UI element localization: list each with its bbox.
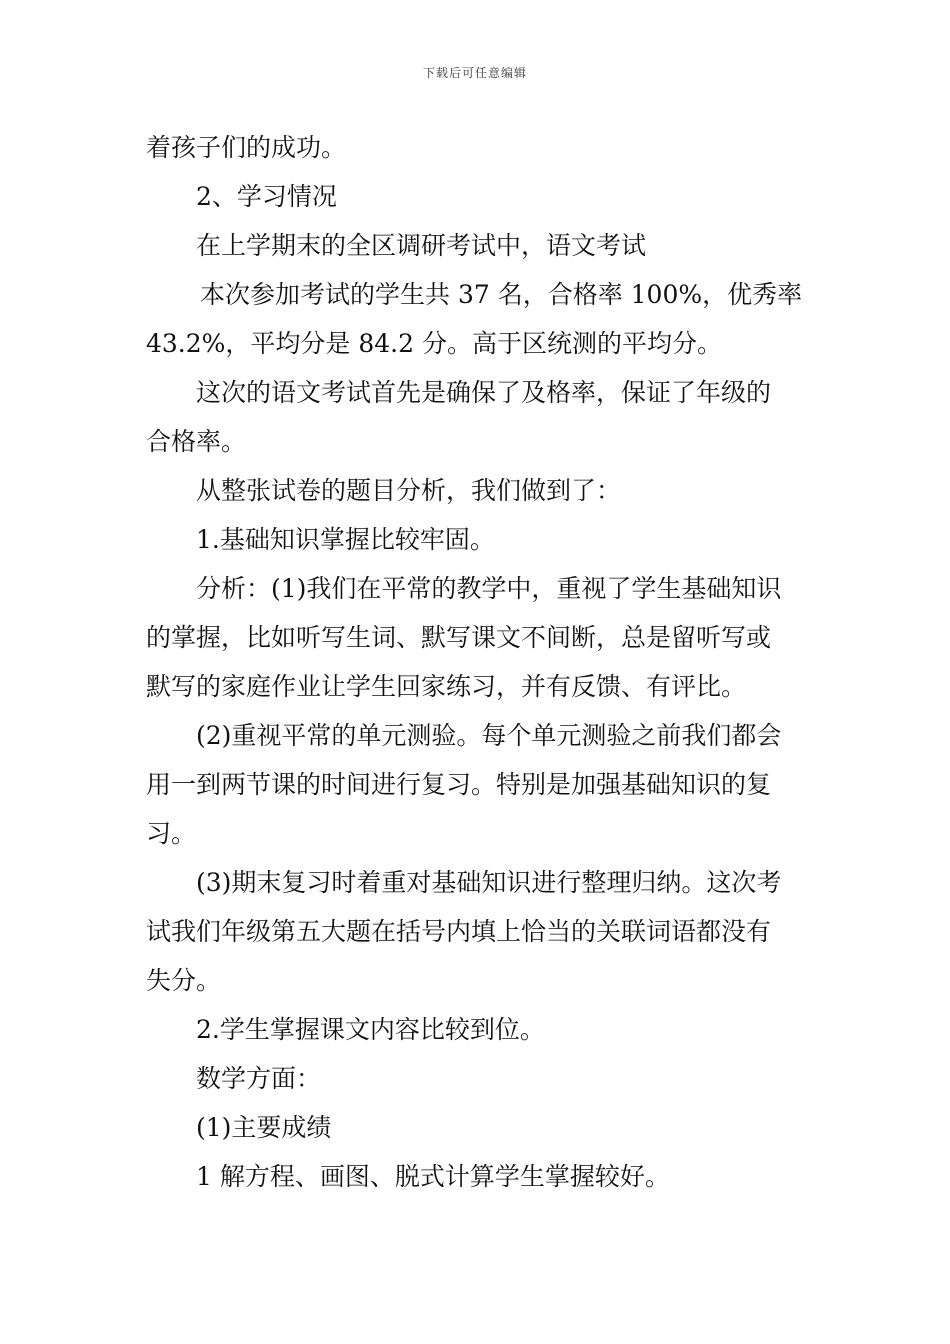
paragraph [146,368,810,466]
text-line: (3)期末复习时着重对基础知识进行整理归纳。这次考 [196,868,782,897]
section-heading [146,1103,810,1152]
document-body [146,123,810,1201]
text-line: 失分。 [146,966,222,995]
text-line: 试我们年级第五大题在括号内填上恰当的关联词语都没有 [146,917,772,946]
paragraph [146,564,810,711]
section-heading [146,1054,810,1103]
text-line: 分析：(1)我们在平常的教学中，重视了学生基础知识 [196,574,782,603]
text-line: 这次的语文考试首先是确保了及格率，保证了年级的 [196,378,772,407]
text-line: 合格率。 [146,427,247,456]
text-line: 2、学习情况 [196,182,337,211]
paragraph [146,466,810,515]
text-line: 习。 [146,819,197,848]
text-line: (2)重视平常的单元测验。每个单元测验之前我们都会 [196,721,782,750]
text-line: (1)主要成绩 [196,1113,332,1142]
section-heading [146,172,810,221]
text-line: 默写的家庭作业让学生回家练习，并有反馈、有评比。 [146,672,747,701]
text-line: 用一到两节课的时间进行复习。特别是加强基础知识的复 [146,770,772,799]
text-line: 1.基础知识掌握比较牢固。 [196,525,495,554]
paragraph [146,123,810,172]
text-line: 数学方面： [196,1064,322,1093]
paragraph [146,515,810,564]
text-line: 着孩子们的成功。 [146,133,347,162]
paragraph [146,858,810,1005]
text-line: 本次参加考试的学生共 37 名，合格率 100%，优秀率 [200,280,803,309]
text-line: 43.2%，平均分是 84.2 分。高于区统测的平均分。 [146,329,722,358]
text-line: 从整张试卷的题目分析，我们做到了： [196,476,622,505]
text-line: 在上学期末的全区调研考试中，语文考试 [196,231,647,260]
paragraph [146,1005,810,1054]
text-line: 1 解方程、画图、脱式计算学生掌握较好。 [196,1162,670,1191]
paragraph [146,270,810,368]
paragraph [146,1152,810,1201]
paragraph [146,711,810,858]
text-line: 的掌握，比如听写生词、默写课文不间断，总是留听写或 [146,623,772,652]
paragraph [146,221,810,270]
text-line: 2.学生掌握课文内容比较到位。 [196,1015,545,1044]
page-header: 下载后可任意编辑 [422,66,527,80]
